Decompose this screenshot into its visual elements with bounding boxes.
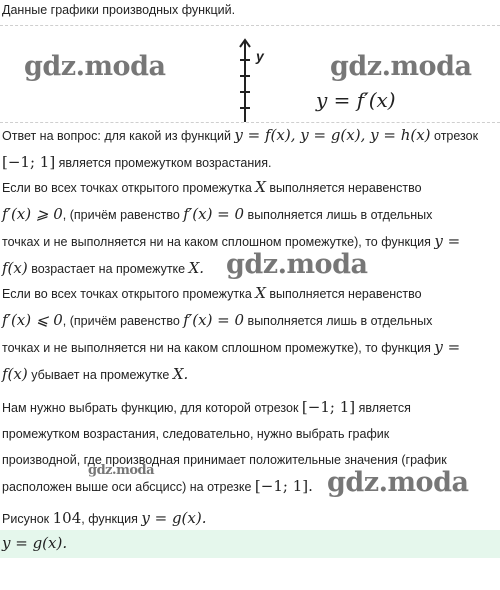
formula: f′(x) ⩽ 0 — [2, 311, 63, 329]
text: , функция — [81, 512, 142, 526]
formula: X — [255, 178, 266, 196]
text: Если во всех точках открытого промежутка — [2, 287, 256, 301]
text: , (причём равенство — [62, 314, 184, 328]
watermark: gdz.moda — [88, 463, 155, 478]
paragraph-question — [2, 122, 496, 176]
watermark: gdz.moda — [327, 467, 469, 498]
text: промежутком возрастания, следовательно, нужно выбрать график — [2, 427, 390, 441]
formula: y = g(x). — [141, 509, 207, 527]
page-title: Данные графики производных функций. — [2, 3, 236, 17]
formula: y = — [434, 232, 461, 250]
text: является промежутком возрастания. — [55, 156, 272, 170]
text: является — [355, 401, 411, 415]
formula: f′(x) ⩾ 0 — [2, 205, 63, 223]
text: выполняется неравенство — [265, 181, 422, 195]
graph-formula: y = f′(x) — [316, 88, 396, 112]
formula: [−1; 1] — [301, 398, 356, 416]
y-axis-label: y — [256, 48, 264, 64]
paragraph-figure-ref — [2, 505, 496, 532]
figure-number: 104 — [52, 509, 82, 527]
text: Если во всех точках открытого промежутка — [2, 181, 256, 195]
text: Ответ на вопрос: для какой из функций — [2, 129, 235, 143]
formula: y = — [434, 338, 461, 356]
text: возрастает на промежутке — [27, 262, 189, 276]
formula: f′(x) = 0 — [183, 311, 245, 329]
answer-text: y = g(x). — [2, 534, 68, 552]
text: выполняется лишь в отдельных — [244, 208, 433, 222]
watermark: gdz.moda — [24, 51, 166, 82]
formula: y = f(x), y = g(x), y = h(x) — [234, 126, 431, 144]
text: точках и не выполняется ни на каком сплошном промежутке), то функция — [2, 235, 435, 249]
formula: [−1; 1]. — [254, 477, 313, 495]
formula: f′(x) = 0 — [183, 205, 245, 223]
formula: X — [255, 284, 266, 302]
watermark: gdz.moda — [330, 51, 472, 82]
text: отрезок — [430, 129, 479, 143]
paragraph-decreasing-rule — [2, 280, 496, 388]
formula: [−1; 1] — [2, 153, 56, 171]
text: Рисунок — [2, 512, 53, 526]
formula: X. — [172, 365, 189, 383]
text: производной, где производная принимает положительные значения (график — [2, 453, 447, 467]
formula: X. — [188, 259, 205, 277]
text: точках и не выполняется ни на каком сплошном промежутке), то функция — [2, 341, 435, 355]
text: выполняется лишь в отдельных — [244, 314, 433, 328]
text: убывает на промежутке — [27, 368, 173, 382]
text: выполняется неравенство — [265, 287, 422, 301]
text: Нам нужно выбрать функцию, для которой отрезок — [2, 401, 302, 415]
watermark: gdz.moda — [226, 249, 368, 280]
answer-box — [0, 530, 500, 558]
text: расположен выше оси абсцисс) на отрезке — [2, 480, 255, 494]
formula: f(x) — [2, 365, 28, 383]
text: , (причём равенство — [62, 208, 184, 222]
formula: f(x) — [2, 259, 28, 277]
